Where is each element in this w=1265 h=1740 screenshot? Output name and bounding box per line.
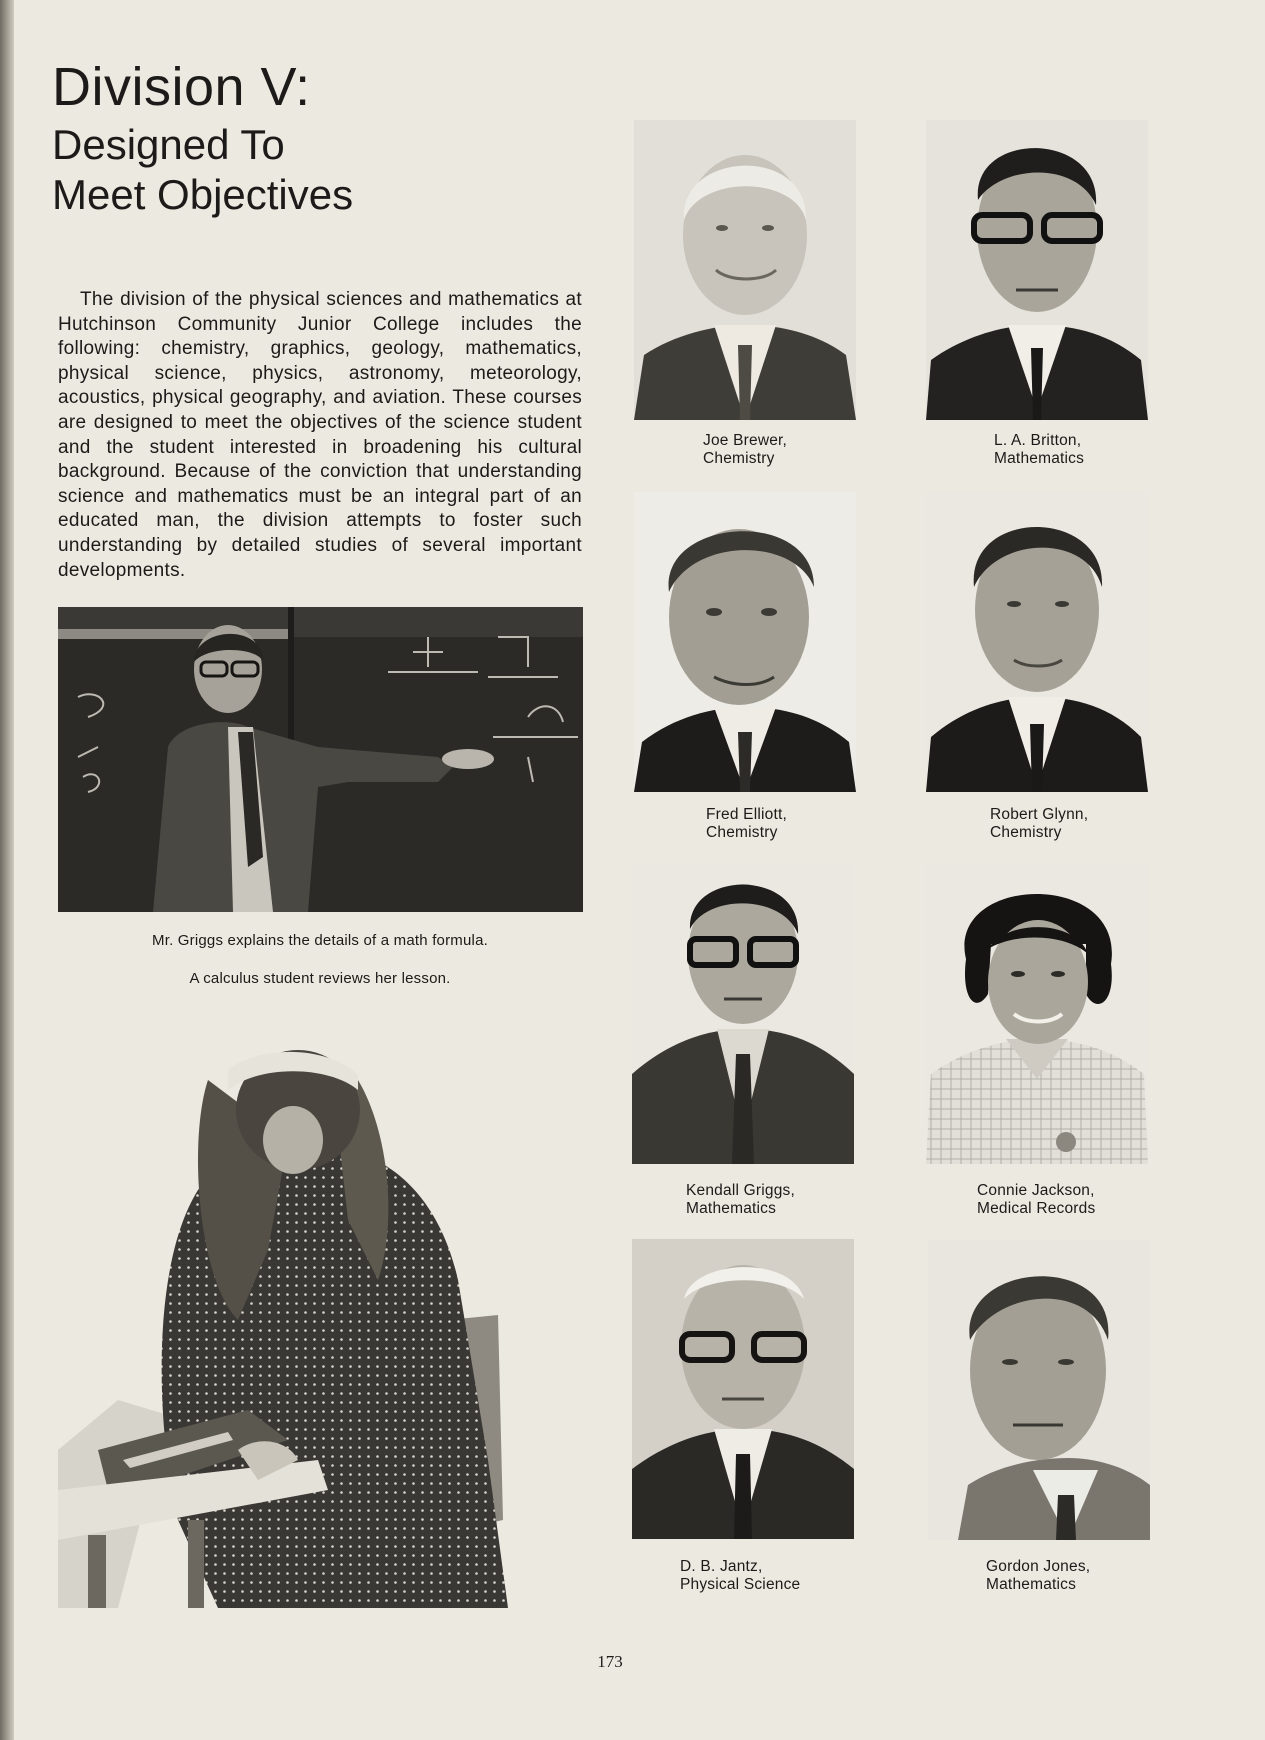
faculty-name: D. B. Jantz, [680, 1558, 763, 1575]
portrait-kendall-griggs [632, 864, 854, 1164]
faculty-name: Robert Glynn, [990, 806, 1089, 823]
faculty-department: Mathematics [986, 1576, 1077, 1593]
portrait-joe-brewer [634, 120, 856, 420]
student-photo [58, 1020, 570, 1608]
faculty-department: Chemistry [706, 824, 778, 841]
student-photo-caption: A calculus student reviews her lesson. [189, 970, 451, 987]
faculty-name: L. A. Britton, [994, 432, 1082, 449]
faculty-name: Joe Brewer, [703, 432, 788, 449]
title-line-3: Meet Objectives [52, 171, 354, 218]
portrait-db-jantz [632, 1239, 854, 1539]
faculty-department: Physical Science [680, 1576, 801, 1593]
faculty-caption-4 [990, 806, 1190, 842]
faculty-name: Connie Jackson, [977, 1182, 1095, 1199]
faculty-caption-8 [986, 1558, 1186, 1594]
faculty-department: Mathematics [994, 450, 1085, 467]
faculty-department: Mathematics [686, 1200, 777, 1217]
faculty-caption-1 [703, 432, 903, 468]
portrait-gordon-jones [928, 1240, 1150, 1540]
faculty-department: Chemistry [990, 824, 1062, 841]
faculty-caption-7 [680, 1558, 880, 1594]
page-title [52, 56, 353, 220]
faculty-name: Kendall Griggs, [686, 1182, 795, 1199]
chalkboard-photo [58, 607, 583, 912]
portrait-fred-elliott [634, 492, 856, 792]
title-line-2: Designed To [52, 121, 285, 168]
faculty-name: Gordon Jones, [986, 1558, 1091, 1575]
faculty-name: Fred Elliott, [706, 806, 787, 823]
intro-paragraph: The division of the physical sciences and mathematics at Hutchinson Community Junior College includes the following: chemistry, graphics, geology, mathematics, physical science, physics, astronomy, meteorology, acoustics, physical geography, and aviation. These courses are designed to meet the objectives of the science student and the student interested in broadening his cultural background. Because of the conviction that understanding science and mathematics must be an integral part of an educated man, the division attempts to foster such understanding by detailed studies of several important developments. [58, 289, 582, 581]
portrait-connie-jackson [926, 864, 1148, 1164]
portrait-robert-glynn [926, 492, 1148, 792]
faculty-department: Medical Records [977, 1200, 1096, 1217]
faculty-caption-3 [706, 806, 906, 842]
page-binding-shadow [0, 0, 14, 1740]
faculty-department: Chemistry [703, 450, 775, 467]
title-line-1: Division V: [52, 57, 311, 117]
faculty-caption-2 [994, 432, 1194, 468]
chalkboard-photo-caption: Mr. Griggs explains the details of a math formula. [152, 932, 488, 949]
portrait-la-britton [926, 120, 1148, 420]
page-number: 173 [597, 1652, 623, 1671]
faculty-caption-6 [977, 1182, 1177, 1218]
faculty-caption-5 [686, 1182, 886, 1218]
